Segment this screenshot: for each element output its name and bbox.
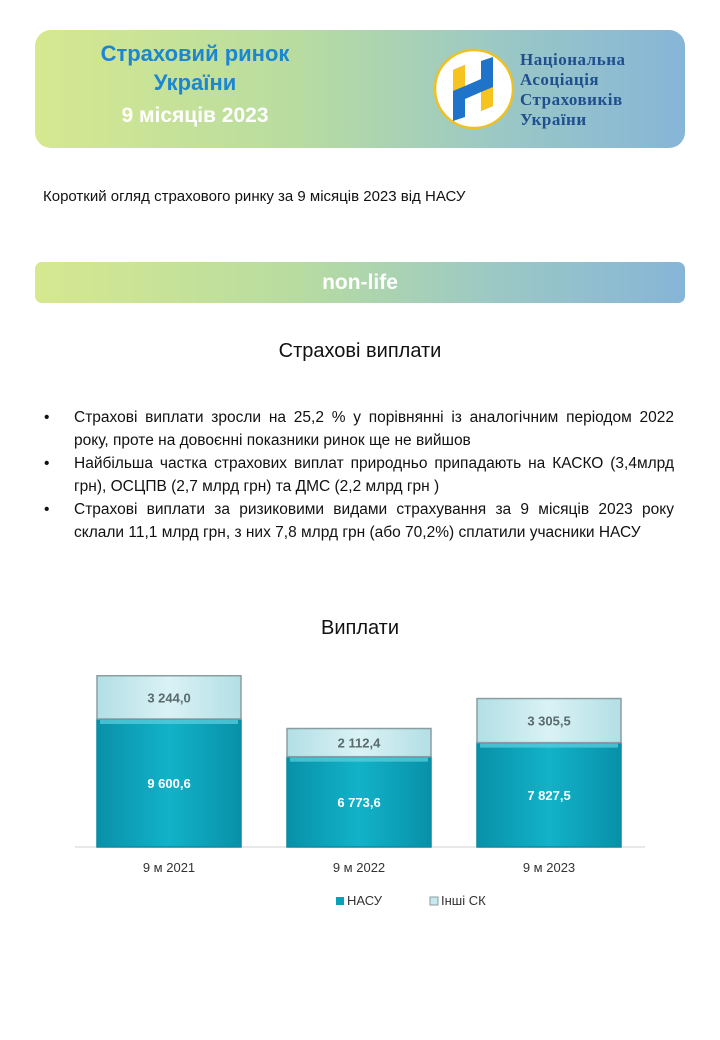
data-label-nasu: 9 600,6 — [147, 775, 191, 791]
bullet-text: Страхові виплати зросли на 25,2 % у порівнянні із аналогічним періодом 2022 року, проте на довоєнні показники ринок ще не вийшов — [74, 409, 674, 449]
legend-label-other: Інші СК — [441, 893, 486, 908]
bullet-item — [40, 406, 674, 452]
bullet-dot-icon: • — [44, 409, 50, 426]
header-period: 9 місяців 2023 — [121, 104, 269, 127]
bullet-item — [40, 498, 674, 544]
org-line-4: України — [520, 110, 587, 129]
payments-chart — [0, 600, 720, 930]
nasu-logo-icon — [433, 48, 515, 130]
data-label-other: 2 112,4 — [337, 735, 381, 751]
data-label-nasu: 6 773,6 — [337, 794, 381, 810]
section-banner — [35, 262, 685, 303]
org-line-1: Національна — [520, 50, 626, 69]
data-label-other: 3 305,5 — [527, 713, 571, 729]
legend-swatch-other — [430, 897, 438, 905]
category-label: 9 м 2021 — [142, 860, 196, 875]
section-title: non-life — [322, 271, 398, 294]
bullet-item — [40, 452, 674, 498]
header-title-line1: Страховий ринок — [100, 41, 290, 66]
bullet-list — [40, 406, 674, 544]
bar-nasu-highlight — [100, 720, 238, 724]
intro-text: Короткий огляд страхового ринку за 9 місяців 2023 від НАСУ — [43, 188, 466, 205]
header-title-line2: України — [153, 70, 237, 95]
bar-nasu-highlight — [290, 758, 428, 762]
data-label-other: 3 244,0 — [147, 690, 191, 706]
chart-title: Виплати — [320, 617, 400, 639]
bullet-dot-icon: • — [44, 501, 50, 518]
bullet-dot-icon: • — [44, 455, 50, 472]
legend-label-nasu: НАСУ — [347, 893, 382, 908]
payments-heading: Страхові виплати — [278, 340, 442, 362]
org-name — [520, 50, 626, 130]
bar-nasu-highlight — [480, 744, 618, 748]
header-banner — [35, 30, 685, 148]
category-label: 9 м 2023 — [522, 860, 576, 875]
data-label-nasu: 7 827,5 — [527, 787, 571, 803]
bullet-text: Найбільша частка страхових виплат природньо припадають на КАСКО (3,4млрд грн), ОСЦПВ (2,7 млрд грн) та ДМС (2,2 млрд грн ) — [74, 455, 674, 495]
legend-swatch-nasu — [336, 897, 344, 905]
org-line-2: Асоціація — [520, 70, 600, 89]
org-line-3: Страховиків — [520, 90, 623, 109]
bullet-text: Страхові виплати за ризиковими видами страхування за 9 місяців 2023 року склали 11,1 млрд грн, з них 7,8 млрд грн (або 70,2%) сплатили учасники НАСУ — [74, 501, 674, 541]
category-label: 9 м 2022 — [332, 860, 386, 875]
